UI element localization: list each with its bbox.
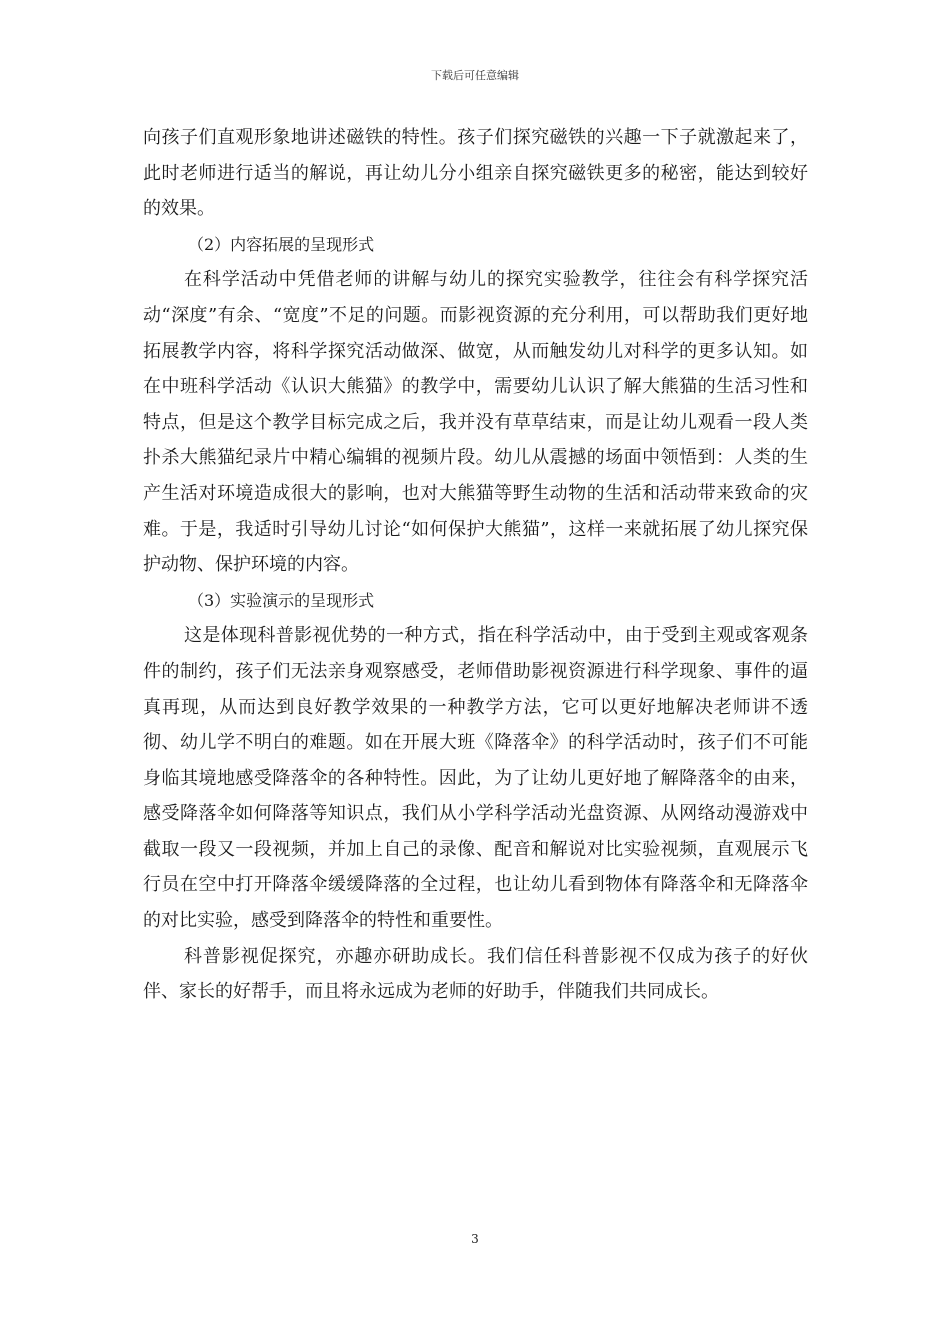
section-heading-experiment-demo: （3）实验演示的呈现形式 bbox=[188, 590, 375, 610]
paragraph-experiment-demo: 这是体现科普影视优势的一种方式，指在科学活动中，由于受到主观或客观条件的制约，孩子们无法亲身观察感受，老师借助影视资源进行科学现象、事件的逼真再现，从而达到良好教学效果的一种教学方法，它可以更好地解决老师讲不透彻、幼儿学不明白的难题。如在开展大班《降落伞》的科学活动时，孩子们不可能身临其境地感受降落伞的各种特性。因此，为了让幼儿更好地了解降落伞的由来，感受降落伞如何降落等知识点，我们从小学科学活动光盘资源、从网络动漫游戏中截取一段又一段视频，并加上自己的录像、配音和解说对比实验视频，直观展示飞行员在空中打开降落伞缓缓降落的全过程，也让幼儿看到物体有降落伞和无降落伞的对比实验，感受到降落伞的特性和重要性。 bbox=[143, 625, 808, 932]
page-header: 下载后可任意编辑 bbox=[431, 69, 519, 82]
continued-paragraph: 向孩子们直观形象地讲述磁铁的特性。孩子们探究磁铁的兴趣一下子就激起来了，此时老师进行适当的解说，再让幼儿分小组亲自探究磁铁更多的秘密，能达到较好的效果。 bbox=[143, 127, 808, 220]
page-number: 3 bbox=[471, 1232, 479, 1246]
paragraph-content-expansion: 在科学活动中凭借老师的讲解与幼儿的探究实验教学，往往会有科学探究活动“深度”有余、“宽度”不足的问题。而影视资源的充分利用，可以帮助我们更好地拓展教学内容，将科学探究活动做深、做宽，从而触发幼儿对科学的更多认知。如在中班科学活动《认识大熊猫》的教学中，需要幼儿认识了解大熊猫的生活习性和特点，但是这个教学目标完成之后，我并没有草草结束，而是让幼儿观看一段人类扑杀大熊猫纪录片中精心编辑的视频片段。幼儿从震撼的场面中领悟到：人类的生产生活对环境造成很大的影响，也对大熊猫等野生动物的生活和活动带来致命的灾难。于是，我适时引导幼儿讨论“如何保护大熊猫”，这样一来就拓展了幼儿探究保护动物、保护环境的内容。 bbox=[143, 269, 808, 576]
document-body bbox=[143, 120, 808, 1010]
section-heading-content-expansion: （2）内容拓展的呈现形式 bbox=[188, 234, 375, 254]
paragraph-conclusion: 科普影视促探究，亦趣亦研助成长。我们信任科普影视不仅成为孩子的好伙伴、家长的好帮手，而且将永远成为老师的好助手，伴随我们共同成长。 bbox=[143, 945, 808, 1003]
